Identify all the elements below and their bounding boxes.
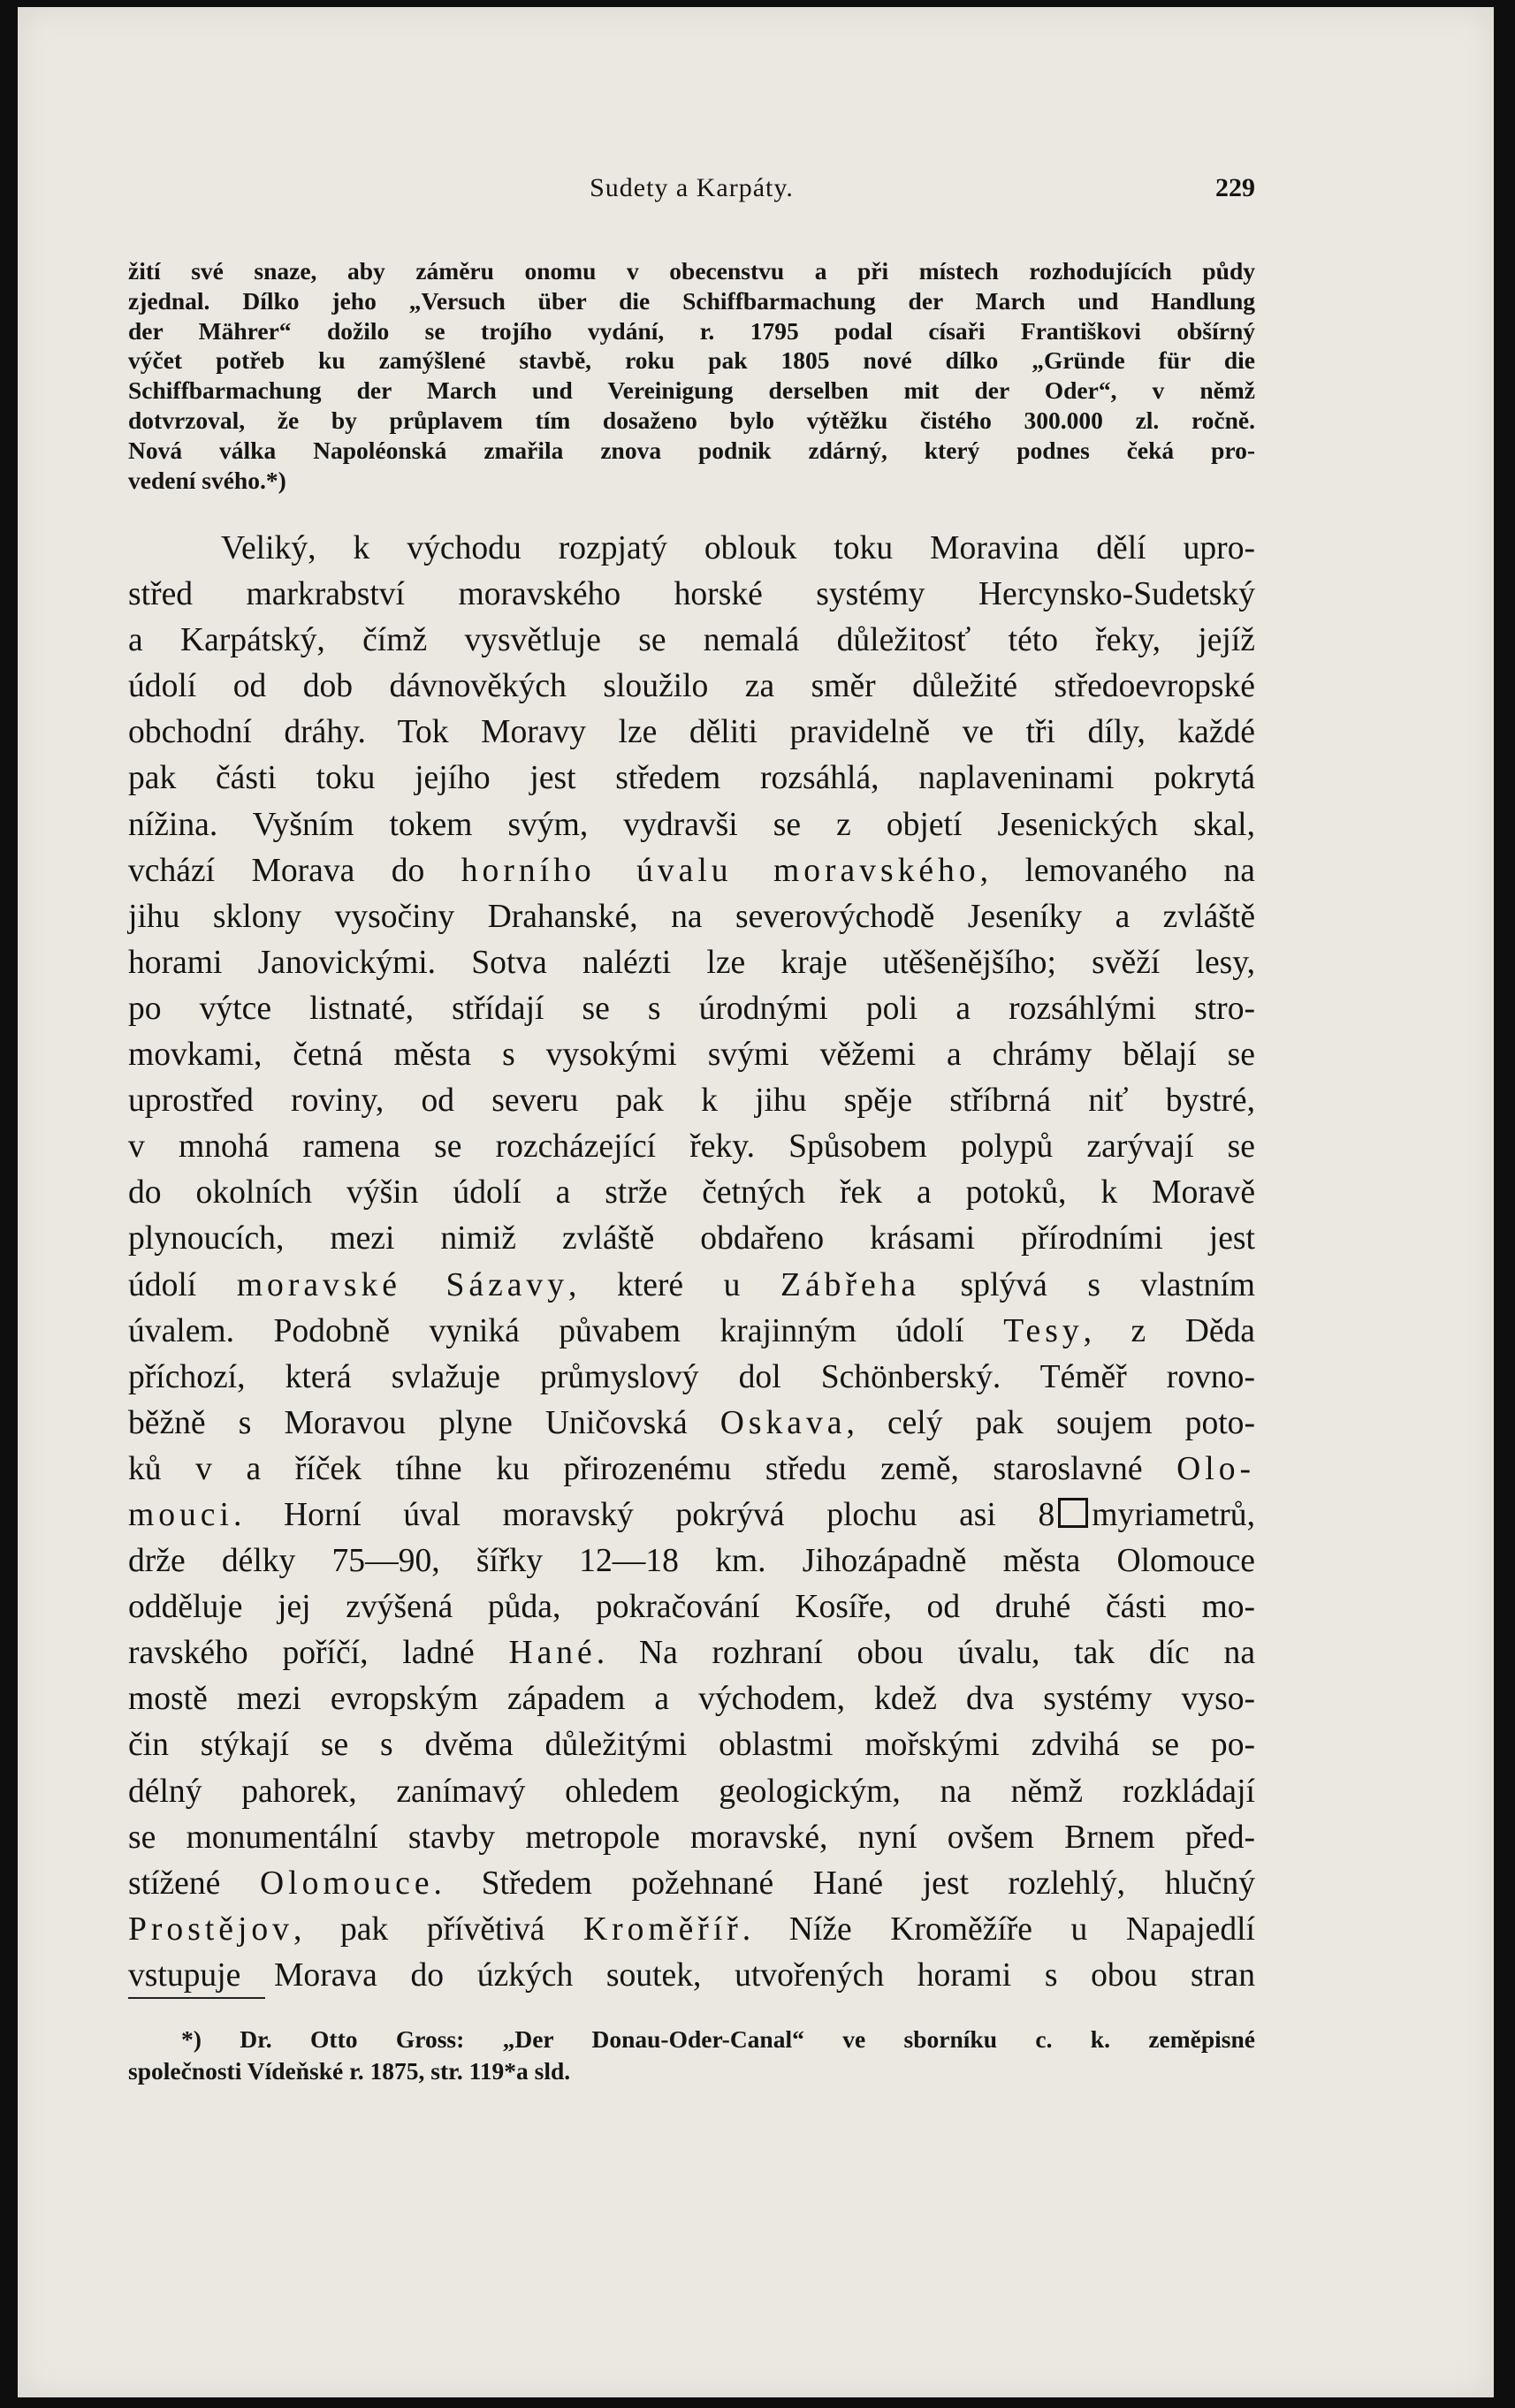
text-line: pak části toku jejího jest středem rozsáhlá, naplaveninami pokrytá — [128, 760, 1255, 797]
text-line — [128, 1263, 1255, 1309]
spaced-place-name: Prostějov — [128, 1910, 293, 1948]
text-line: střed markrabství moravského horské systémy Hercynsko-Sudetský — [128, 576, 1255, 613]
text-line: po výtce listnaté, střídají se s úrodnými poli a rozsáhlými stro- — [128, 990, 1255, 1027]
text-line: vedení svého.*) — [128, 466, 286, 494]
text-line — [128, 1447, 1255, 1493]
running-header — [128, 173, 1255, 209]
text-run: . Níže Kroměžíře u Napajedlí — [742, 1910, 1255, 1948]
text-run: . Středem požehnané Hané jest rozlehlý, hlučný — [433, 1865, 1255, 1902]
spaced-place-name: Kroměříř — [582, 1910, 742, 1948]
text-run: , pak přívětivá — [293, 1910, 583, 1948]
text-line: movkami, četná města s vysokými svými věžemi a chrámy bělají se — [128, 1037, 1255, 1074]
footnote-line: *) Dr. Otto Gross: „Der Donau-Oder-Canal“ ve sborníku c. k. zeměpisné — [181, 2025, 1255, 2053]
text-run: ků v a říček tíhne ku přirozenému středu země, staroslavné — [128, 1450, 1177, 1487]
text-line: nížina. Vyšním tokem svým, vydravši se z objetí Jesenických skal, — [128, 806, 1255, 843]
text-run: . Horní úval moravský pokrývá plochu asi 8 — [232, 1496, 1055, 1533]
text-run: údolí — [128, 1266, 237, 1303]
text-line — [128, 1907, 1255, 1953]
main-paragraph — [128, 526, 1255, 1999]
footnote-line: společnosti Vídeňské r. 1875, str. 119*a sld. — [128, 2057, 571, 2085]
text-line: v mnohá ramena se rozcházející řeky. Spůsobem polypů zarývají se — [128, 1128, 1255, 1166]
text-run: stížené — [128, 1865, 260, 1902]
text-run: , celý pak soujem poto- — [846, 1404, 1255, 1441]
square-symbol-icon — [1058, 1498, 1088, 1528]
text-line: příchozí, která svlažuje průmyslový dol Schönberský. Téměř rovno- — [128, 1358, 1255, 1395]
text-line: Schiffbarmachung der March und Vereinigung derselben mit der Oder“, v němž — [128, 376, 1255, 405]
text-run: splývá s vlastním — [920, 1266, 1255, 1303]
text-line: zjednal. Dílko jeho „Versuch über die Schiffbarmachung der March und Handlung — [128, 286, 1255, 315]
spaced-place-name: horního úvalu moravského — [461, 852, 980, 889]
text-line: výčet potřeb ku zamýšlené stavbě, roku pak 1805 nové dílko „Gründe für die — [128, 346, 1255, 375]
upper-paragraph — [128, 256, 1255, 495]
spaced-place-name: Zábřeha — [780, 1266, 921, 1303]
text-line — [128, 848, 1255, 894]
text-line — [128, 1630, 1255, 1676]
text-line: žití své snaze, aby záměru onomu v obecenstvu a při místech rozhodujících půdy — [128, 257, 1255, 285]
text-line: odděluje jej zvýšená půda, pokračování Kosíře, od druhé části mo- — [128, 1589, 1255, 1626]
text-line: délný pahorek, zanímavý ohledem geologickým, na němž rozkládají — [128, 1773, 1255, 1810]
spaced-place-name: Olomouce — [259, 1865, 434, 1902]
text-run: , lemovaného na — [979, 852, 1255, 889]
text-line: se monumentální stavby metropole moravské, nyní ovšem Brnem před- — [128, 1819, 1255, 1856]
text-line: drže délky 75—90, šířky 12—18 km. Jihozápadně města Olomouce — [128, 1543, 1255, 1580]
text-line: čin stýkají se s dvěma důležitými oblastmi mořskými zdvihá se po- — [128, 1727, 1255, 1764]
footnote-rule — [128, 1997, 265, 1999]
text-line: dotvrzoval, že by průplavem tím dosaženo bylo výtěžku čistého 300.000 zl. ročně. — [128, 406, 1255, 434]
text-run: . Na rozhraní obou úvalu, tak díc na — [596, 1635, 1255, 1672]
text-line: obchodní dráhy. Tok Moravy lze děliti pravidelně ve tři díly, každé — [128, 714, 1255, 751]
spaced-place-name: Tesy — [1003, 1312, 1084, 1349]
text-line — [128, 1493, 1255, 1538]
text-run: , z Děda — [1083, 1312, 1255, 1349]
text-line: údolí od dob dávnověkých sloužilo za směr důležité středoevropské — [128, 668, 1255, 705]
text-run: běžně s Moravou plyne Uničovská — [128, 1404, 720, 1441]
text-run: úvalem. Podobně vyniká půvabem krajinným údolí — [128, 1312, 1004, 1349]
text-line: uprostřed roviny, od severu pak k jihu spěje stříbrná niť bystré, — [128, 1082, 1255, 1120]
text-run: , které u — [568, 1266, 781, 1303]
text-line: vstupuje Morava do úzkých soutek, utvořených horami s obou stran — [128, 1956, 1255, 1994]
text-line — [128, 1309, 1255, 1355]
text-line: horami Janovickými. Sotva nalézti lze kraje utěšenějšího; svěží lesy, — [128, 944, 1255, 981]
footnote — [128, 2024, 1255, 2087]
spaced-place-name: moravské Sázavy — [236, 1266, 569, 1303]
text-line: mostě mezi evropským západem a východem, kdež dva systémy vyso- — [128, 1681, 1255, 1718]
page-number: 229 — [1215, 173, 1255, 202]
text-line: Veliký, k východu rozpjatý oblouk toku Moravina dělí upro- — [221, 530, 1255, 566]
text-line: Nová válka Napoléonská zmařila znova podnik zdárný, který podnes čeká pro- — [128, 436, 1255, 464]
text-run: myriametrů, — [1092, 1496, 1255, 1533]
text-line: do okolních výšin údolí a strže četných řek a potoků, k Moravě — [128, 1174, 1255, 1212]
header-title: Sudety a Karpáty. — [590, 173, 794, 202]
text-line — [128, 1401, 1255, 1447]
text-line: der Mährer“ dožilo se trojího vydání, r. 1795 podal císaři Františkovi obšírný — [128, 316, 1255, 345]
text-run: vchází Morava do — [128, 852, 461, 889]
spaced-place-name: Olo- — [1176, 1450, 1255, 1487]
text-line — [128, 1861, 1255, 1907]
text-line: jihu sklony vysočiny Drahanské, na severovýchodě Jeseníky a zvláště — [128, 898, 1255, 935]
spaced-place-name: Oskava — [719, 1404, 847, 1441]
text-run: ravského poříčí, ladné — [128, 1635, 509, 1672]
spaced-place-name: mouci — [128, 1496, 233, 1533]
spaced-place-name: Hané — [508, 1635, 597, 1672]
text-line: a Karpátský, čímž vysvětluje se nemalá důležitosť této řeky, jejíž — [128, 622, 1255, 659]
text-line: plynoucích, mezi nimiž zvláště obdařeno krásami přírodními jest — [128, 1220, 1255, 1257]
